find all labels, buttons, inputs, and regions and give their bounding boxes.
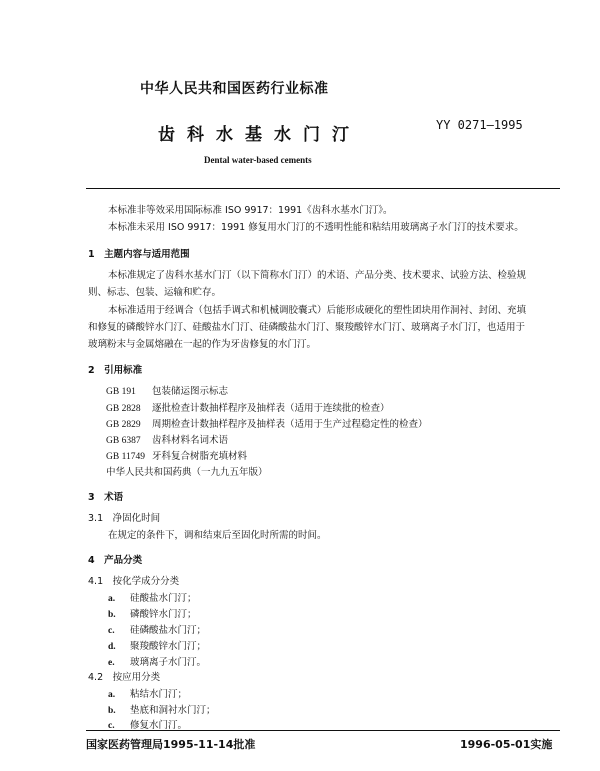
subsection-heading: 3.1 净固化时间 bbox=[88, 513, 161, 524]
list-text: 硅磷酸盐水门汀； bbox=[130, 625, 207, 636]
list-marker: a. bbox=[108, 594, 116, 604]
paragraph-line: 本标准规定了齿科水基水门汀（以下简称水门汀）的术语、产品分类、技术要求、试验方法、检验规 bbox=[108, 270, 527, 281]
section-heading: 2 引用标准 bbox=[88, 365, 143, 376]
reference-item bbox=[106, 448, 247, 462]
standard-organization: 中华人民共和国医药行业标准 bbox=[140, 81, 329, 97]
list-marker: d. bbox=[108, 642, 116, 652]
list-marker: c. bbox=[108, 626, 115, 636]
reference-code: GB 191 bbox=[106, 387, 136, 397]
approval-line: 国家医药管理局1995-11-14批准 bbox=[86, 738, 256, 751]
reference-item bbox=[106, 432, 228, 446]
list-marker: b. bbox=[108, 706, 116, 716]
list-text: 磷酸锌水门汀； bbox=[130, 609, 197, 620]
list-marker: b. bbox=[108, 610, 116, 620]
reference-item bbox=[106, 416, 428, 430]
section-heading: 1 主题内容与适用范围 bbox=[88, 249, 190, 260]
list-text: 聚羧酸锌水门汀； bbox=[130, 641, 207, 652]
section-heading: 4 产品分类 bbox=[88, 555, 143, 566]
subsection-heading: 4.1 按化学成分分类 bbox=[88, 576, 180, 587]
reference-title: 齿科材料名词术语 bbox=[152, 435, 229, 446]
list-item bbox=[108, 622, 206, 636]
section-heading: 3 术语 bbox=[88, 492, 124, 503]
effective-date: 1996-05-01实施 bbox=[460, 738, 553, 751]
footer-divider bbox=[86, 730, 560, 731]
reference-code: GB 2829 bbox=[106, 420, 141, 430]
list-item bbox=[108, 606, 197, 620]
preface-line: 本标准非等效采用国际标准 ISO 9917：1991《齿科水基水门汀》。 bbox=[108, 205, 393, 216]
header-divider bbox=[86, 188, 560, 189]
paragraph-line: 本标准适用于经调合（包括手调式和机械调胶囊式）后能形成硬化的塑性团块用作洞衬、封闭、充填 bbox=[108, 305, 527, 316]
reference-code: GB 2828 bbox=[106, 404, 141, 414]
document-title-english: Dental water-based cements bbox=[204, 155, 312, 165]
reference-code: GB 6387 bbox=[106, 436, 141, 446]
list-text: 玻璃离子水门汀。 bbox=[130, 657, 207, 668]
list-marker: c. bbox=[108, 721, 115, 731]
reference-item bbox=[106, 400, 390, 414]
list-item bbox=[108, 686, 187, 700]
reference-pharmacopoeia: 中华人民共和国药典（一九九五年版） bbox=[106, 467, 268, 478]
list-marker: e. bbox=[108, 658, 115, 668]
list-marker: a. bbox=[108, 690, 116, 700]
list-text: 硅酸盐水门汀； bbox=[130, 593, 197, 604]
list-item bbox=[108, 590, 197, 604]
document-title: 齿科水基水门汀 bbox=[158, 125, 361, 145]
definition-text: 在规定的条件下，调和结束后至固化时所需的时间。 bbox=[108, 530, 327, 541]
paragraph-line: 玻璃粉末与金属熔融在一起的作为牙齿修复的水门汀。 bbox=[88, 339, 317, 350]
paragraph-line: 和修复的磷酸锌水门汀、硅酸盐水门汀、硅磷酸盐水门汀、聚羧酸锌水门汀、玻璃离子水门汀，也适用于 bbox=[88, 322, 526, 333]
preface-line: 本标准未采用 ISO 9917：1991 修复用水门汀的不透明性能和粘结用玻璃离子水门汀的技术要求。 bbox=[108, 222, 524, 233]
reference-title: 周期检查计数抽样程序及抽样表（适用于生产过程稳定性的检查） bbox=[152, 419, 428, 430]
reference-title: 包装储运图示标志 bbox=[152, 386, 229, 397]
list-text: 垫底和洞衬水门汀； bbox=[130, 705, 216, 716]
list-item bbox=[108, 702, 216, 716]
list-item bbox=[108, 638, 206, 652]
list-text: 修复水门汀。 bbox=[130, 720, 188, 731]
list-item bbox=[108, 717, 187, 731]
standard-code: YY 0271—1995 bbox=[436, 118, 523, 132]
list-text: 粘结水门汀； bbox=[130, 689, 188, 700]
reference-item bbox=[106, 383, 228, 397]
list-item bbox=[108, 654, 206, 668]
subsection-heading: 4.2 按应用分类 bbox=[88, 672, 161, 683]
reference-title: 逐批检查计数抽样程序及抽样表（适用于连续批的检查） bbox=[152, 403, 390, 414]
reference-title: 牙科复合树脂充填材料 bbox=[152, 451, 248, 462]
reference-code: GB 11749 bbox=[106, 452, 145, 462]
paragraph-line: 则、标志、包装、运输和贮存。 bbox=[88, 287, 222, 298]
